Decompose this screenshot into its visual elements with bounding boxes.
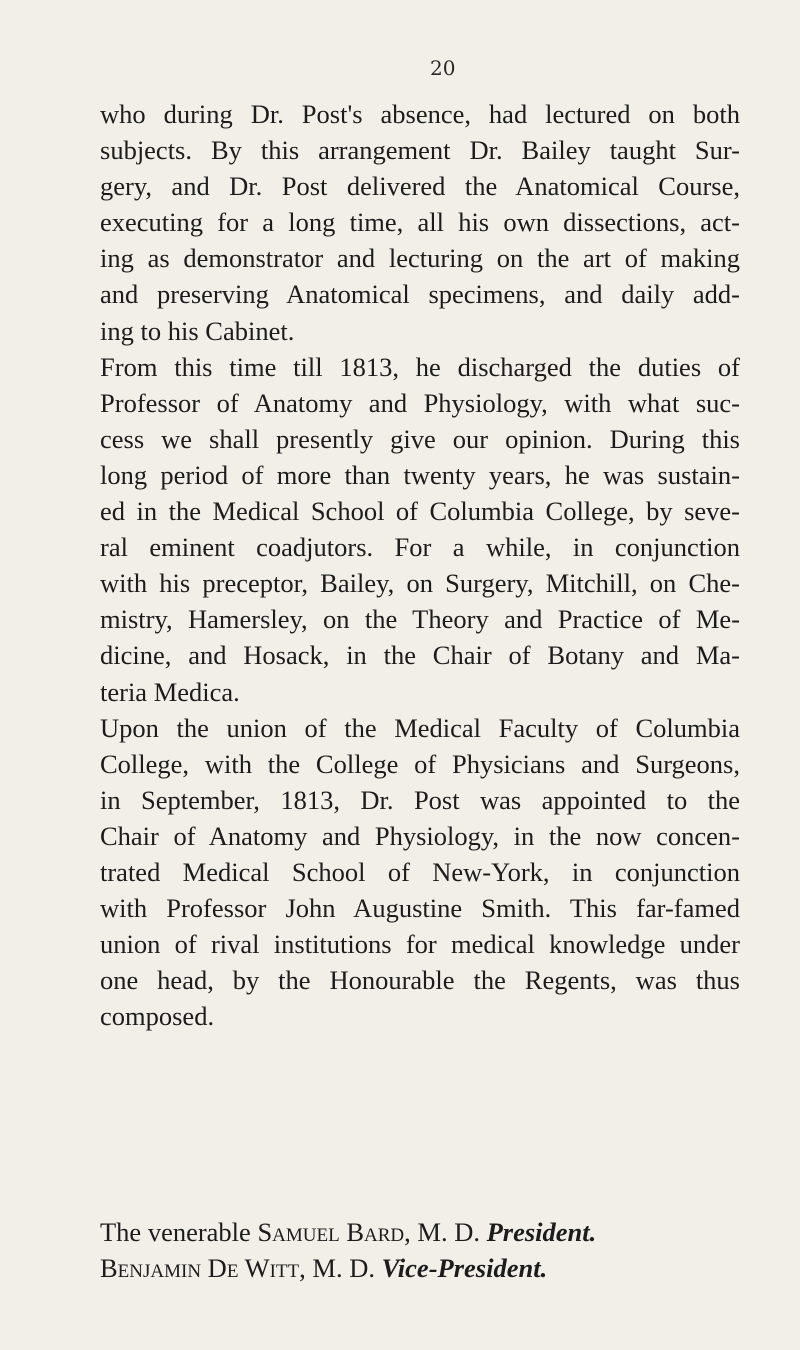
text-line: union of rival institutions for medical knowledge under <box>100 929 740 960</box>
text-line: Upon the union of the Medical Faculty of Columbia <box>100 712 740 743</box>
text-line: teria Medica. <box>100 676 240 707</box>
text-line: executing for a long time, all his own dissections, act- <box>100 207 740 238</box>
officer-vice-president <box>100 1250 760 1286</box>
paragraph-3 <box>100 710 740 1035</box>
paragraph-1 <box>100 96 740 349</box>
officer-name: Samuel Bard, <box>257 1217 411 1247</box>
officer-prefix: The venerable <box>100 1217 258 1247</box>
text-line: composed. <box>100 1001 215 1032</box>
officer-role: President. <box>486 1217 597 1247</box>
text-line: dicine, and Hosack, in the Chair of Botany and Ma- <box>100 640 740 671</box>
text-line: ral eminent coadjutors. For a while, in conjunction <box>100 532 740 563</box>
text-line: and preserving Anatomical specimens, and daily add- <box>100 279 740 310</box>
text-line: College, with the College of Physicians and Surgeons, <box>100 748 740 779</box>
officer-degree: M. D. <box>410 1217 487 1247</box>
text-line: who during Dr. Post's absence, had lectured on both <box>100 99 740 129</box>
text-line: ing as demonstrator and lecturing on the art of making <box>100 243 740 274</box>
text-line: with his preceptor, Bailey, on Surgery, Mitchill, on Che- <box>100 568 740 599</box>
officer-degree: M. D. <box>305 1253 382 1283</box>
text-line: trated Medical School of New-York, in conjunction <box>100 856 740 887</box>
officer-president <box>100 1214 760 1250</box>
text-line: gery, and Dr. Post delivered the Anatomical Course, <box>100 171 740 202</box>
text-line: Professor of Anatomy and Physiology, with what suc- <box>100 387 740 418</box>
text-line: long period of more than twenty years, he was sustain- <box>100 459 740 490</box>
officer-role: Vice-President. <box>381 1253 548 1283</box>
officer-name: Benjamin De Witt, <box>100 1253 306 1283</box>
page-number: 20 <box>430 56 456 80</box>
text-line: ing to his Cabinet. <box>100 315 295 346</box>
text-line: with Professor John Augustine Smith. This far-famed <box>100 893 740 924</box>
text-line: cess we shall presently give our opinion. During this <box>100 423 740 454</box>
text-line: From this time till 1813, he discharged the duties of <box>100 351 740 382</box>
text-line: ed in the Medical School of Columbia College, by seve- <box>100 496 740 527</box>
body-text <box>100 96 740 1034</box>
text-line: one head, by the Honourable the Regents, was thus <box>100 965 740 996</box>
paragraph-2 <box>100 349 740 710</box>
text-line: in September, 1813, Dr. Post was appointed to the <box>100 784 740 815</box>
text-line: Chair of Anatomy and Physiology, in the now concen- <box>100 820 740 851</box>
text-line: mistry, Hamersley, on the Theory and Practice of Me- <box>100 604 740 635</box>
text-line: subjects. By this arrangement Dr. Bailey taught Sur- <box>100 135 740 166</box>
officers-list <box>100 1214 760 1286</box>
